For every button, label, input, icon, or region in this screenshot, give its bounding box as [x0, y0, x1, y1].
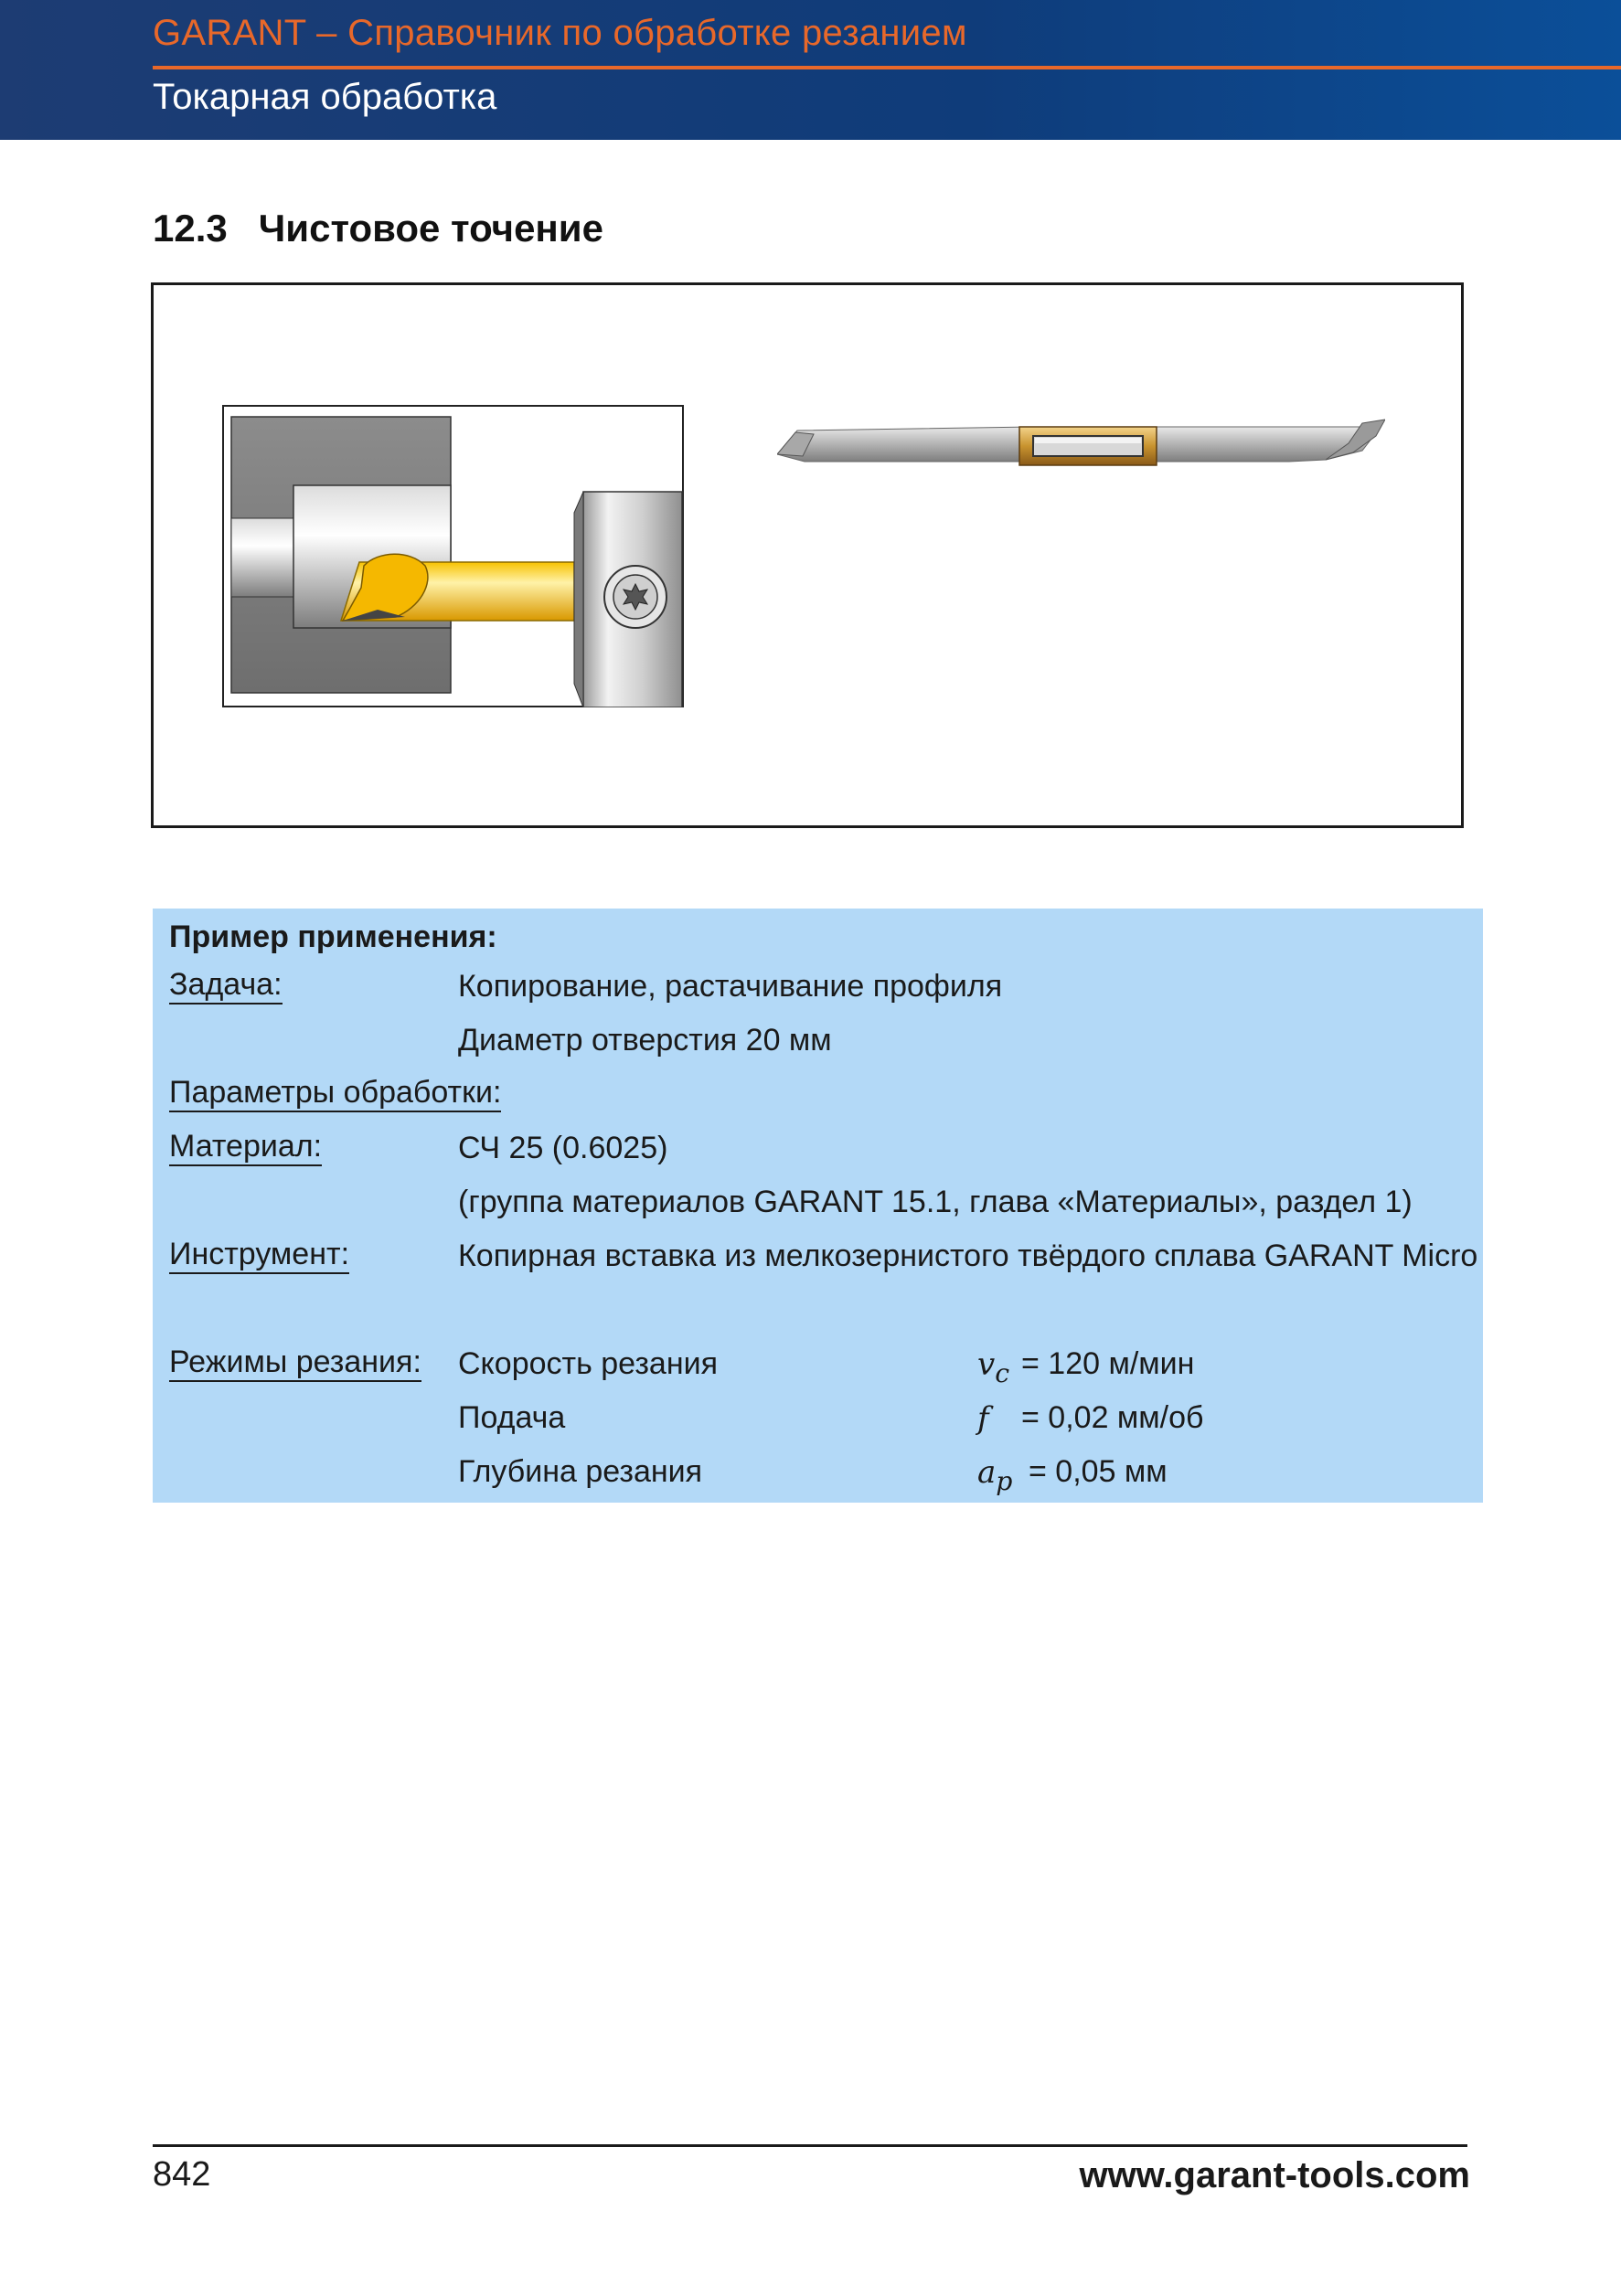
internal-turning-illustration: [222, 405, 684, 707]
modes-label: Режимы резания:: [169, 1345, 421, 1382]
copy-insert-tool-photo: [777, 416, 1385, 471]
material-line-1: СЧ 25 (0.6025): [458, 1131, 668, 1165]
footer-rule: [153, 2144, 1467, 2147]
section-heading: [153, 207, 603, 250]
mode-symbol-feed: f: [977, 1400, 989, 1437]
mode-name-depth: Глубина резания: [458, 1454, 703, 1489]
mode-value-speed: = 120 м/мин: [1021, 1346, 1195, 1381]
material-line-2: (группа материалов GARANT 15.1, глава «Материалы», раздел 1): [458, 1185, 1413, 1219]
tool-value: Копирная вставка из мелкозернистого твёрдого сплава GARANT Micro: [458, 1238, 1478, 1273]
mode-value-feed: = 0,02 мм/об: [1021, 1400, 1204, 1435]
header-title: GARANT – Справочник по обработке резанием: [153, 13, 967, 53]
website-link[interactable]: www.garant-tools.com: [1079, 2155, 1470, 2195]
task-label: Задача:: [169, 967, 283, 1004]
section-title: Чистовое точение: [258, 207, 603, 250]
section-number: 12.3: [153, 207, 228, 250]
mode-symbol-depth: $a_p$: [977, 1454, 1013, 1496]
task-line-2: Диаметр отверстия 20 мм: [458, 1023, 832, 1058]
example-heading: Пример применения:: [169, 919, 497, 954]
page-header: [0, 0, 1621, 140]
mode-name-speed: Скорость резания: [458, 1346, 719, 1381]
task-line-1: Копирование, растачивание профиля: [458, 969, 1003, 1004]
mode-value-depth: = 0,05 мм: [1029, 1454, 1168, 1489]
material-label: Материал:: [169, 1129, 322, 1166]
header-rule: [153, 66, 1621, 69]
page-number: 842: [153, 2155, 211, 2194]
header-subtitle: Токарная обработка: [153, 77, 497, 117]
mode-symbol-speed: $v_c$: [977, 1346, 1010, 1388]
application-example-panel: [153, 909, 1483, 1503]
mode-name-feed: Подача: [458, 1400, 566, 1435]
tool-label: Инструмент:: [169, 1237, 349, 1274]
params-label: Параметры обработки:: [169, 1075, 501, 1112]
bore-small: [231, 518, 295, 597]
